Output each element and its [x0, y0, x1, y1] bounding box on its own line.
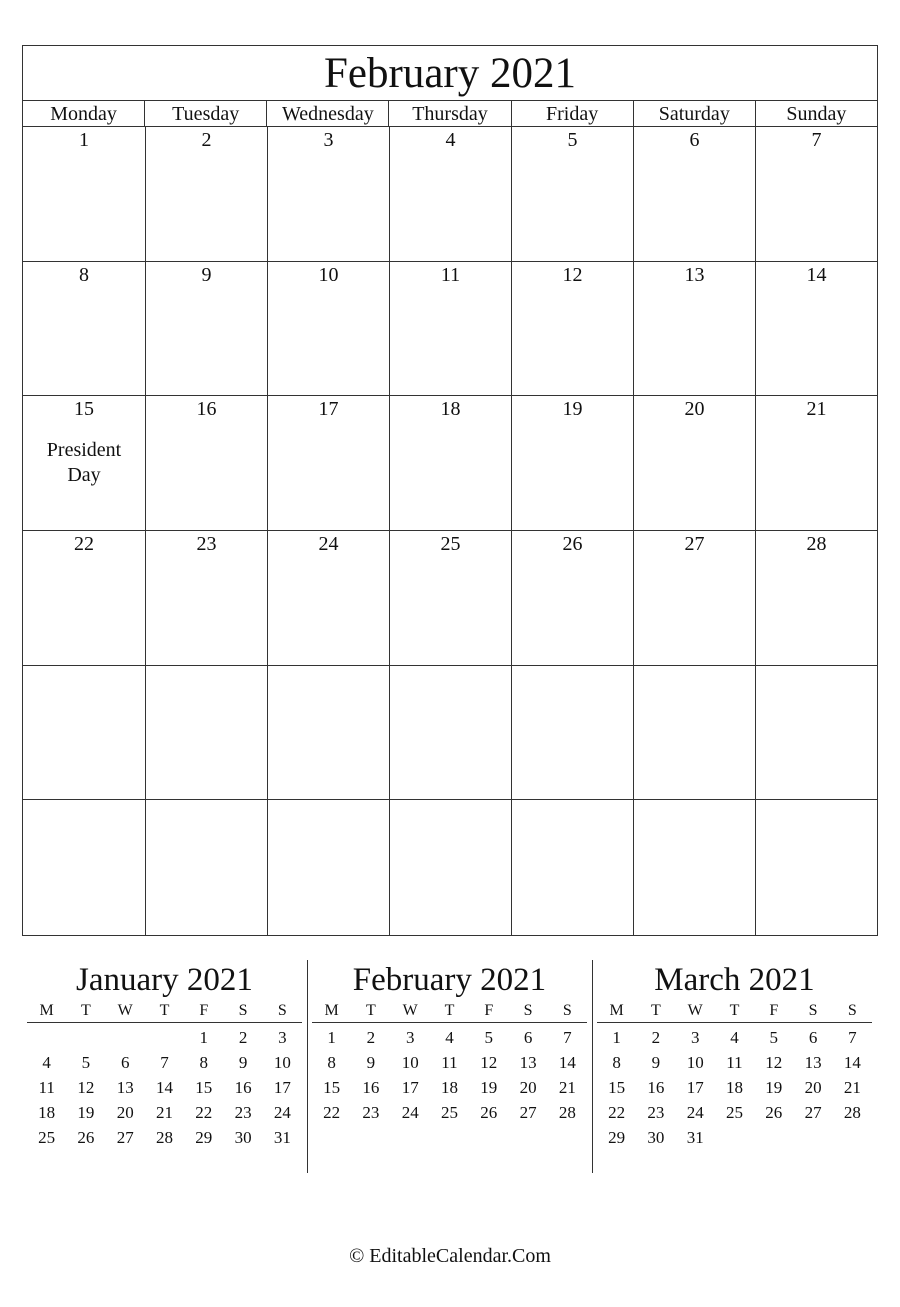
mini-weekday-letter: T [651, 1002, 661, 1019]
day-cell[interactable] [633, 396, 755, 531]
mini-day: 15 [195, 1078, 213, 1097]
main-calendar [22, 45, 878, 936]
mini-day: 15 [608, 1078, 626, 1097]
day-number: 27 [684, 533, 705, 555]
mini-day: 30 [647, 1128, 665, 1147]
day-cell[interactable] [389, 127, 511, 262]
mini-day: 19 [480, 1078, 498, 1097]
day-cell[interactable] [633, 262, 755, 397]
mini-weekday-letter: S [847, 1002, 857, 1019]
mini-day: 24 [401, 1103, 419, 1122]
holiday-note: President Day [46, 439, 122, 487]
mini-day: 19 [77, 1103, 95, 1122]
mini-day: 5 [484, 1028, 494, 1047]
mini-day: 12 [480, 1053, 498, 1072]
day-cell[interactable] [511, 396, 633, 531]
mini-day: 12 [77, 1078, 95, 1097]
mini-divider [592, 960, 593, 1173]
day-cell[interactable] [145, 800, 267, 935]
mini-day: 7 [563, 1028, 572, 1047]
mini-day [106, 1025, 145, 1050]
mini-calendar-january [27, 960, 302, 1175]
weekday-header-row [23, 101, 877, 127]
mini-day: 27 [804, 1103, 822, 1122]
mini-weekday-header [312, 1000, 587, 1023]
weekday-monday: Monday [50, 103, 117, 125]
mini-month-title: March 2021 [654, 962, 815, 998]
mini-day: 25 [440, 1103, 458, 1122]
mini-day: 17 [401, 1078, 419, 1097]
day-number: 17 [318, 398, 339, 421]
mini-day: 9 [651, 1053, 661, 1072]
mini-day: 19 [765, 1078, 783, 1097]
mini-day: 27 [519, 1103, 537, 1122]
day-cell[interactable] [389, 800, 511, 935]
mini-day: 30 [234, 1128, 252, 1147]
mini-day: 3 [690, 1028, 700, 1047]
day-cell[interactable] [511, 531, 633, 666]
day-number: 7 [811, 129, 822, 151]
mini-weekday-letter: T [444, 1002, 455, 1019]
day-number: 14 [806, 263, 827, 286]
mini-day: 21 [843, 1078, 861, 1097]
mini-day: 6 [523, 1028, 533, 1047]
mini-weekday-letter: M [324, 1002, 339, 1019]
day-number: 2 [201, 129, 212, 151]
mini-day: 3 [405, 1028, 415, 1047]
mini-weekday-letter: T [159, 1002, 170, 1019]
day-cell[interactable] [755, 666, 877, 801]
day-cell[interactable] [267, 531, 389, 666]
day-cell[interactable] [511, 262, 633, 397]
day-cell[interactable] [511, 666, 633, 801]
weekday-tuesday: Tuesday [144, 101, 266, 126]
weekday-thursday: Thursday [388, 101, 510, 126]
day-cell[interactable] [23, 127, 145, 262]
mini-day: 10 [686, 1053, 704, 1072]
mini-day: 20 [116, 1103, 134, 1122]
mini-day: 20 [804, 1078, 822, 1097]
mini-day: 14 [843, 1053, 861, 1072]
mini-day: 11 [441, 1053, 458, 1072]
mini-day: 8 [327, 1053, 336, 1072]
mini-day: 5 [769, 1028, 779, 1047]
day-cell[interactable] [23, 800, 145, 935]
mini-day: 27 [116, 1128, 134, 1147]
day-number: 26 [562, 533, 583, 555]
mini-day [27, 1025, 66, 1050]
mini-day: 23 [234, 1103, 252, 1122]
mini-weekday-letter: T [366, 1002, 376, 1019]
mini-weekday-letter: W [117, 1002, 133, 1019]
day-number: 6 [689, 129, 700, 151]
day-cell[interactable] [633, 531, 755, 666]
day-number: 9 [201, 263, 212, 286]
mini-weekday-letter: M [609, 1002, 624, 1019]
mini-day: 5 [81, 1053, 91, 1072]
mini-day: 28 [155, 1128, 173, 1147]
mini-day: 14 [558, 1053, 576, 1072]
mini-day-grid [312, 1025, 587, 1125]
day-number: 1 [79, 129, 89, 151]
day-cell[interactable] [267, 666, 389, 801]
mini-day [66, 1025, 105, 1050]
day-number: 3 [323, 129, 334, 151]
day-number: 8 [79, 263, 89, 286]
mini-weekday-letter: S [238, 1002, 248, 1019]
mini-day: 11 [726, 1053, 743, 1072]
day-grid [23, 127, 877, 935]
day-cell[interactable] [511, 127, 633, 262]
mini-day: 16 [234, 1078, 252, 1097]
day-cell[interactable] [633, 127, 755, 262]
day-number: 13 [684, 263, 705, 286]
day-cell[interactable] [145, 396, 267, 531]
weekday-sunday: Sunday [755, 101, 877, 126]
mini-day [754, 1125, 793, 1150]
mini-day: 25 [38, 1128, 56, 1147]
day-number: 10 [318, 263, 339, 286]
mini-day: 15 [323, 1078, 341, 1097]
mini-day: 8 [199, 1053, 209, 1072]
day-number: 12 [562, 263, 583, 286]
mini-day [715, 1125, 754, 1150]
mini-weekday-letter: S [808, 1002, 818, 1019]
day-number: 25 [440, 533, 461, 555]
mini-weekday-letter: S [523, 1002, 533, 1019]
day-cell[interactable] [633, 666, 755, 801]
mini-weekday-header [597, 1000, 872, 1023]
mini-day [793, 1125, 832, 1150]
mini-day: 17 [273, 1078, 291, 1097]
mini-day: 14 [155, 1078, 173, 1097]
day-number: 21 [806, 398, 827, 421]
day-cell[interactable] [267, 262, 389, 397]
mini-day: 17 [686, 1078, 704, 1097]
mini-day: 26 [480, 1103, 498, 1122]
weekday-wednesday: Wednesday [266, 101, 388, 126]
mini-day: 1 [199, 1028, 209, 1047]
mini-day-grid [597, 1025, 872, 1150]
mini-day: 8 [612, 1053, 621, 1072]
mini-day: 26 [77, 1128, 95, 1147]
day-cell[interactable] [755, 262, 877, 397]
day-cell[interactable] [755, 127, 877, 262]
day-number: 15 [74, 398, 94, 421]
day-cell[interactable] [389, 531, 511, 666]
mini-day: 29 [195, 1128, 213, 1147]
mini-day: 16 [647, 1078, 665, 1097]
mini-day: 10 [401, 1053, 419, 1072]
day-number: 24 [318, 533, 339, 555]
mini-day: 12 [765, 1053, 783, 1072]
mini-day: 18 [725, 1078, 743, 1097]
mini-weekday-letter: F [769, 1002, 779, 1019]
mini-day: 28 [843, 1103, 861, 1122]
mini-day: 10 [273, 1053, 291, 1072]
mini-calendar-february [312, 960, 587, 1175]
mini-day: 2 [651, 1028, 661, 1047]
mini-day: 9 [238, 1053, 248, 1072]
day-number: 20 [684, 398, 705, 421]
mini-day: 13 [519, 1053, 537, 1072]
mini-day: 6 [808, 1028, 818, 1047]
day-cell[interactable] [145, 666, 267, 801]
mini-weekday-letter: F [484, 1002, 494, 1019]
mini-weekday-letter: M [39, 1002, 54, 1019]
mini-day: 4 [445, 1028, 454, 1047]
mini-day: 11 [38, 1078, 55, 1097]
weekday-friday: Friday [511, 101, 633, 126]
mini-calendars [22, 960, 878, 1175]
day-number: 16 [196, 398, 217, 421]
mini-weekday-letter: T [81, 1002, 91, 1019]
mini-day: 26 [765, 1103, 783, 1122]
month-title: February 2021 [23, 46, 877, 101]
mini-day-grid [27, 1025, 302, 1150]
day-cell[interactable] [755, 396, 877, 531]
mini-day: 20 [519, 1078, 537, 1097]
day-cell[interactable] [267, 396, 389, 531]
mini-calendar-march [597, 960, 872, 1175]
mini-day: 21 [558, 1078, 576, 1097]
day-cell[interactable] [23, 396, 145, 531]
day-cell[interactable] [145, 262, 267, 397]
day-cell[interactable] [755, 800, 877, 935]
day-cell[interactable] [23, 262, 145, 397]
day-cell[interactable] [267, 127, 389, 262]
mini-day: 31 [273, 1128, 291, 1147]
mini-day: 18 [38, 1103, 56, 1122]
mini-weekday-letter: T [729, 1002, 740, 1019]
mini-day: 29 [608, 1128, 626, 1147]
day-cell[interactable] [145, 127, 267, 262]
mini-day: 13 [804, 1053, 822, 1072]
day-number: 28 [806, 533, 827, 555]
mini-day [145, 1025, 184, 1050]
weekday-saturday: Saturday [633, 101, 755, 126]
day-number: 19 [562, 398, 583, 421]
mini-day: 4 [42, 1053, 51, 1072]
mini-day: 2 [238, 1028, 248, 1047]
mini-divider [307, 960, 308, 1173]
mini-day: 1 [327, 1028, 336, 1047]
mini-day: 22 [608, 1103, 626, 1122]
mini-day: 16 [362, 1078, 380, 1097]
mini-day: 3 [278, 1028, 287, 1047]
day-cell[interactable] [389, 396, 511, 531]
day-cell[interactable] [633, 800, 755, 935]
mini-day: 9 [366, 1053, 376, 1072]
day-number: 4 [445, 129, 456, 151]
mini-day: 24 [273, 1103, 291, 1122]
mini-weekday-letter: S [277, 1002, 287, 1019]
day-number: 23 [196, 533, 217, 555]
day-cell[interactable] [389, 666, 511, 801]
day-cell[interactable] [511, 800, 633, 935]
mini-weekday-header [27, 1000, 302, 1023]
mini-day: 6 [120, 1053, 130, 1072]
mini-day: 25 [725, 1103, 743, 1122]
day-number: 11 [440, 263, 461, 286]
mini-weekday-letter: F [199, 1002, 209, 1019]
mini-day: 7 [160, 1053, 169, 1072]
mini-day: 7 [848, 1028, 857, 1047]
day-number: 5 [567, 129, 578, 151]
mini-day: 31 [686, 1128, 704, 1147]
mini-day: 4 [730, 1028, 739, 1047]
mini-month-title: January 2021 [76, 962, 253, 998]
mini-month-title: February 2021 [352, 962, 547, 998]
mini-day: 2 [366, 1028, 376, 1047]
day-cell[interactable] [23, 531, 145, 666]
mini-day: 23 [647, 1103, 665, 1122]
day-cell[interactable] [389, 262, 511, 397]
day-cell[interactable] [755, 531, 877, 666]
mini-weekday-letter: S [562, 1002, 572, 1019]
day-cell[interactable] [267, 800, 389, 935]
mini-day: 28 [558, 1103, 576, 1122]
mini-day: 23 [362, 1103, 380, 1122]
mini-weekday-letter: W [687, 1002, 703, 1019]
day-number: 22 [74, 533, 94, 555]
mini-day: 18 [440, 1078, 458, 1097]
mini-weekday-letter: W [402, 1002, 418, 1019]
copyright-footer: © EditableCalendar.Com [349, 1245, 551, 1267]
mini-day [833, 1125, 872, 1150]
day-cell[interactable] [23, 666, 145, 801]
mini-day: 22 [195, 1103, 213, 1122]
day-number: 18 [440, 398, 461, 421]
mini-day: 22 [323, 1103, 341, 1122]
mini-day: 24 [686, 1103, 704, 1122]
mini-day: 1 [612, 1028, 621, 1047]
day-cell[interactable] [145, 531, 267, 666]
mini-day: 13 [116, 1078, 134, 1097]
mini-day: 21 [155, 1103, 173, 1122]
